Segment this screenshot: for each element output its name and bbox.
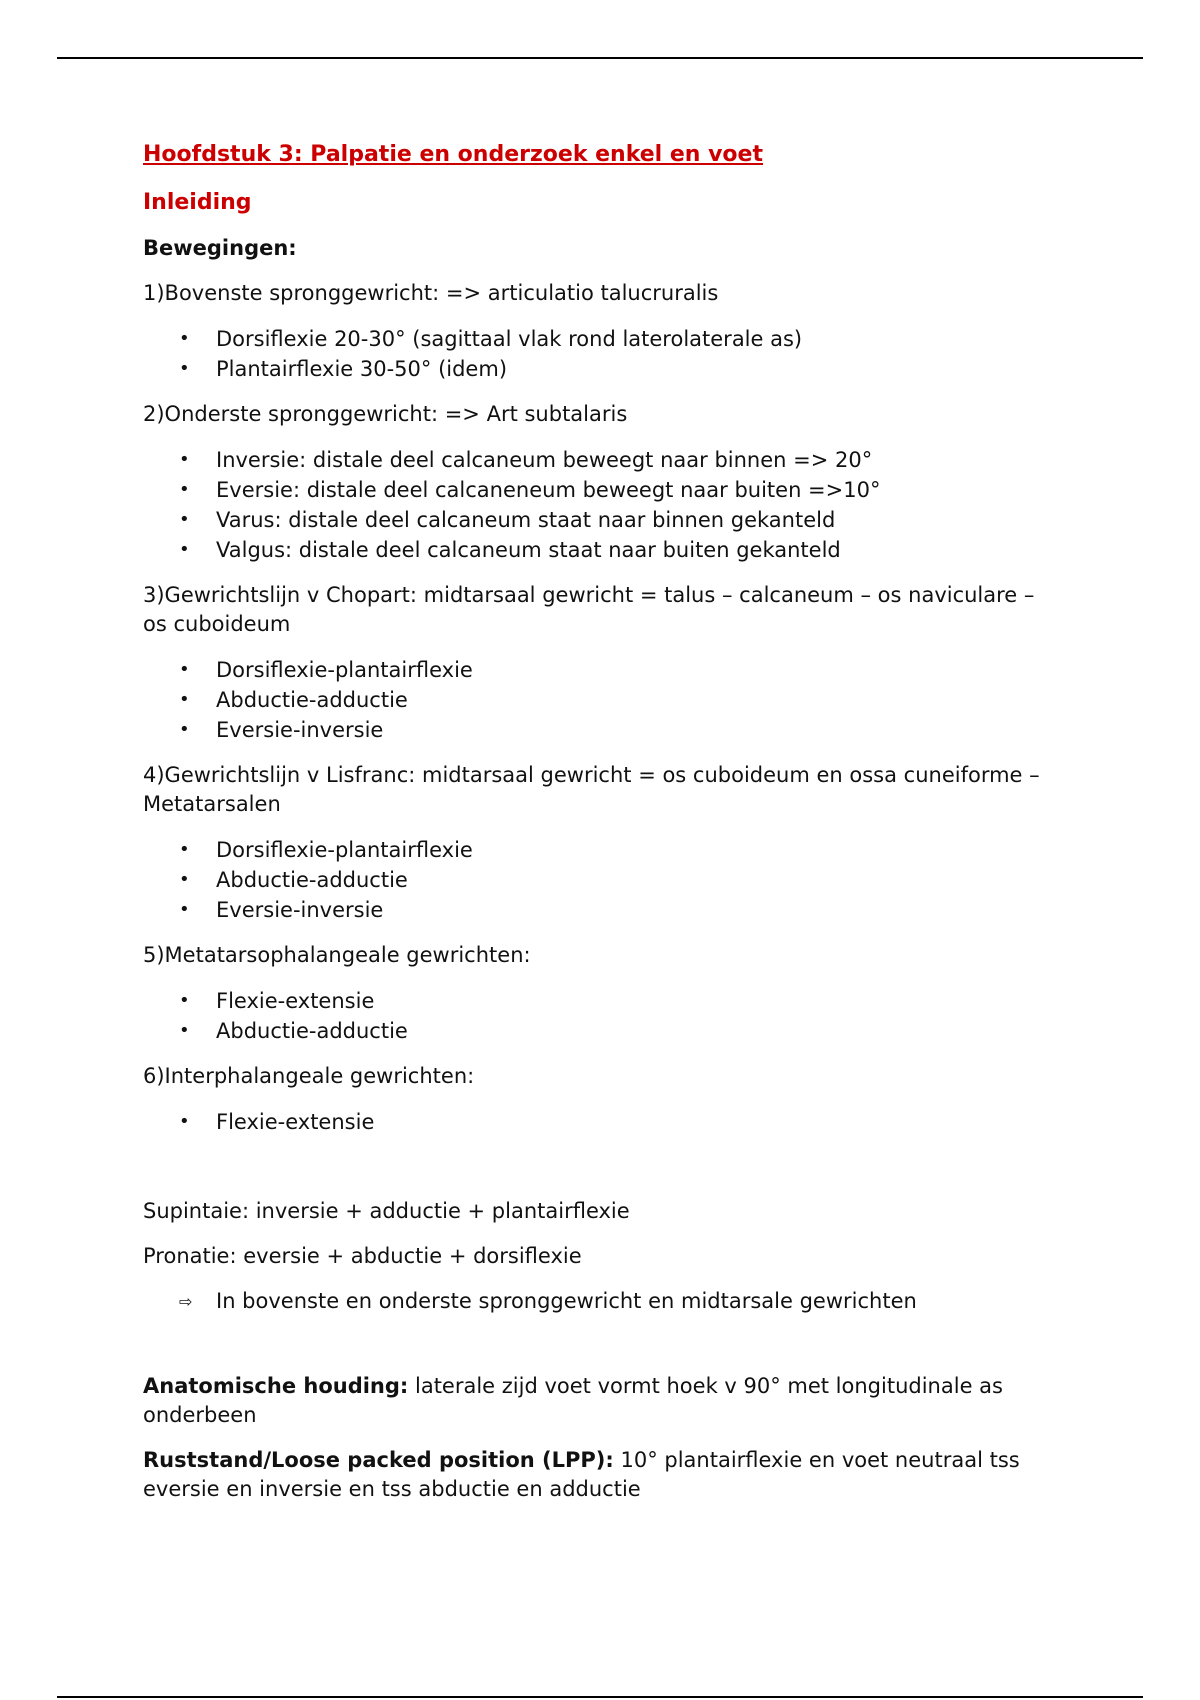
list-item-text: Inversie: distale deel calcaneum beweegt naar binnen => 20° [216, 448, 873, 472]
bullet-icon: • [179, 1111, 190, 1132]
chapter-title: Hoofdstuk 3: Palpatie en onderzoek enkel en voet [143, 142, 763, 167]
anatomic-position [143, 1372, 1063, 1430]
bullet-icon: • [179, 509, 190, 530]
joint-heading: 6)Interphalangeale gewrichten: [143, 1064, 475, 1088]
joint-heading: 2)Onderste spronggewricht: => Art subtalaris [143, 402, 628, 426]
bullet-icon: • [179, 358, 190, 379]
list-item [143, 324, 1063, 354]
arrow-note-text: In bovenste en onderste spronggewricht en midtarsale gewrichten [216, 1289, 917, 1313]
bullet-icon: • [179, 869, 190, 890]
list-item-text: Valgus: distale deel calcaneum staat naar buiten gekanteld [216, 538, 841, 562]
loose-packed-position-label: Ruststand/Loose packed position (LPP): [143, 1448, 614, 1472]
pronation-definition: Pronatie: eversie + abductie + dorsiflexie [143, 1244, 582, 1268]
list-item-text: Abductie-adductie [216, 868, 408, 892]
bullet-icon: • [179, 839, 190, 860]
list-item-text: Dorsiflexie-plantairflexie [216, 838, 473, 862]
movements-heading: Bewegingen: [143, 236, 297, 260]
bullet-icon: • [179, 899, 190, 920]
spacer [143, 1332, 1063, 1372]
list-item [143, 1016, 1063, 1046]
list-item [143, 895, 1063, 925]
list-item [143, 1107, 1063, 1137]
list-item [143, 445, 1063, 475]
list-item [143, 354, 1063, 384]
anatomic-position-label: Anatomische houding: [143, 1374, 409, 1398]
list-item [143, 715, 1063, 745]
movement-list [143, 835, 1063, 925]
list-item-text: Flexie-extensie [216, 989, 375, 1013]
list-item-text: Dorsiflexie-plantairflexie [216, 658, 473, 682]
movement-list [143, 655, 1063, 745]
movement-list [143, 986, 1063, 1046]
bullet-icon: • [179, 990, 190, 1011]
list-item-text: Plantairflexie 30-50° (idem) [216, 357, 508, 381]
bullet-icon: • [179, 689, 190, 710]
footer-rule [57, 1696, 1143, 1698]
section-heading-inleiding: Inleiding [143, 190, 252, 215]
movement-sections [143, 279, 1063, 1137]
list-item-text: Abductie-adductie [216, 688, 408, 712]
bullet-icon: • [179, 328, 190, 349]
movement-list [143, 1107, 1063, 1137]
list-item [143, 685, 1063, 715]
list-item-text: Varus: distale deel calcaneum staat naar binnen gekanteld [216, 508, 836, 532]
joint-heading: 4)Gewrichtslijn v Lisfranc: midtarsaal gewricht = os cuboideum en ossa cuneiforme – Metatarsalen [143, 763, 1040, 816]
list-item [143, 535, 1063, 565]
supination-definition: Supintaie: inversie + adductie + plantairflexie [143, 1199, 630, 1223]
list-item [143, 865, 1063, 895]
list-item [143, 835, 1063, 865]
bullet-icon: • [179, 449, 190, 470]
movement-list [143, 324, 1063, 384]
list-item-text: Flexie-extensie [216, 1110, 375, 1134]
joint-heading: 1)Bovenste spronggewricht: => articulatio talucruralis [143, 281, 719, 305]
list-item [143, 475, 1063, 505]
document-body [143, 140, 1063, 1520]
list-item-text: Eversie-inversie [216, 898, 384, 922]
list-item-text: Dorsiflexie 20-30° (sagittaal vlak rond laterolaterale as) [216, 327, 803, 351]
bullet-icon: • [179, 479, 190, 500]
header-rule [57, 57, 1143, 59]
list-item-text: Eversie-inversie [216, 718, 384, 742]
list-item-text: Abductie-adductie [216, 1019, 408, 1043]
bullet-icon: • [179, 719, 190, 740]
bullet-icon: • [179, 1020, 190, 1041]
arrow-note [143, 1287, 1063, 1316]
list-item [143, 655, 1063, 685]
spacer [143, 1153, 1063, 1197]
bullet-icon: • [179, 539, 190, 560]
loose-packed-position [143, 1446, 1063, 1504]
anatomic-position-text: laterale zijd voet vormt hoek v 90° met longitudinale as onderbeen [143, 1374, 1003, 1427]
bullet-icon: • [179, 659, 190, 680]
loose-packed-position-text: 10° plantairflexie en voet neutraal tss eversie en inversie en tss abductie en adductie [143, 1448, 1020, 1501]
movement-list [143, 445, 1063, 565]
joint-heading: 3)Gewrichtslijn v Chopart: midtarsaal gewricht = talus – calcaneum – os naviculare – os cuboideum [143, 583, 1035, 636]
joint-heading: 5)Metatarsophalangeale gewrichten: [143, 943, 531, 967]
arrow-right-icon: ⇨ [179, 1292, 193, 1311]
list-item-text: Eversie: distale deel calcaneneum beweegt naar buiten =>10° [216, 478, 881, 502]
list-item [143, 505, 1063, 535]
list-item [143, 986, 1063, 1016]
